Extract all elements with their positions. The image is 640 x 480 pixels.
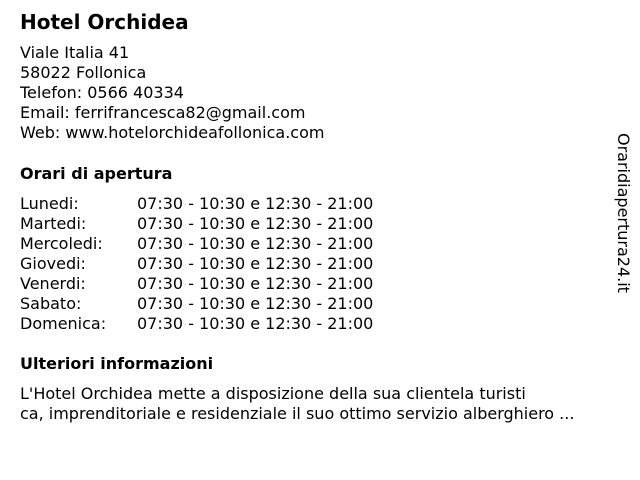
time-range: 07:30 - 10:30 e 12:30 - 21:00 — [137, 214, 374, 233]
time-range: 07:30 - 10:30 e 12:30 - 21:00 — [137, 234, 374, 253]
opening-hours-heading: Orari di apertura — [20, 164, 173, 183]
email-line: Email: ferrifrancesca82@gmail.com — [20, 103, 306, 122]
time-range: 07:30 - 10:30 e 12:30 - 21:00 — [137, 294, 374, 313]
hours-row-venerdi — [20, 274, 373, 294]
time-range: 07:30 - 10:30 e 12:30 - 21:00 — [137, 314, 374, 333]
day-label: Martedi: — [20, 214, 87, 233]
day-label: Domenica: — [20, 314, 107, 333]
day-label: Giovedi: — [20, 254, 86, 273]
description-line: L'Hotel Orchidea mette a disposizione della sua clientela turisti — [20, 384, 526, 403]
time-range: 07:30 - 10:30 e 12:30 - 21:00 — [137, 274, 374, 293]
description-text — [20, 384, 630, 424]
hours-row-sabato — [20, 294, 373, 314]
website-line: Web: www.hotelorchideafollonica.com — [20, 123, 325, 142]
time-range: 07:30 - 10:30 e 12:30 - 21:00 — [137, 194, 374, 213]
phone-line: Telefon: 0566 40334 — [20, 83, 184, 102]
day-label: Sabato: — [20, 294, 82, 313]
hours-row-lunedi — [20, 194, 373, 214]
day-label: Lunedi: — [20, 194, 79, 213]
time-range: 07:30 - 10:30 e 12:30 - 21:00 — [137, 254, 374, 273]
hotel-name: Hotel Orchidea — [20, 10, 189, 34]
site-watermark: Oraridiapertura24.it — [614, 133, 633, 293]
description-line: ca, imprenditoriale e residenziale il suo ottimo servizio alberghiero ... — [20, 404, 575, 423]
hours-row-martedi — [20, 214, 373, 234]
address-block — [20, 43, 324, 143]
hours-row-domenica — [20, 314, 373, 334]
street-address: Viale Italia 41 — [20, 43, 130, 62]
more-info-heading: Ulteriori informazioni — [20, 354, 214, 373]
hours-row-giovedi — [20, 254, 373, 274]
opening-hours-table — [20, 194, 373, 334]
postal-city: 58022 Follonica — [20, 63, 147, 82]
day-label: Venerdi: — [20, 274, 86, 293]
hours-row-mercoledi — [20, 234, 373, 254]
day-label: Mercoledi: — [20, 234, 103, 253]
